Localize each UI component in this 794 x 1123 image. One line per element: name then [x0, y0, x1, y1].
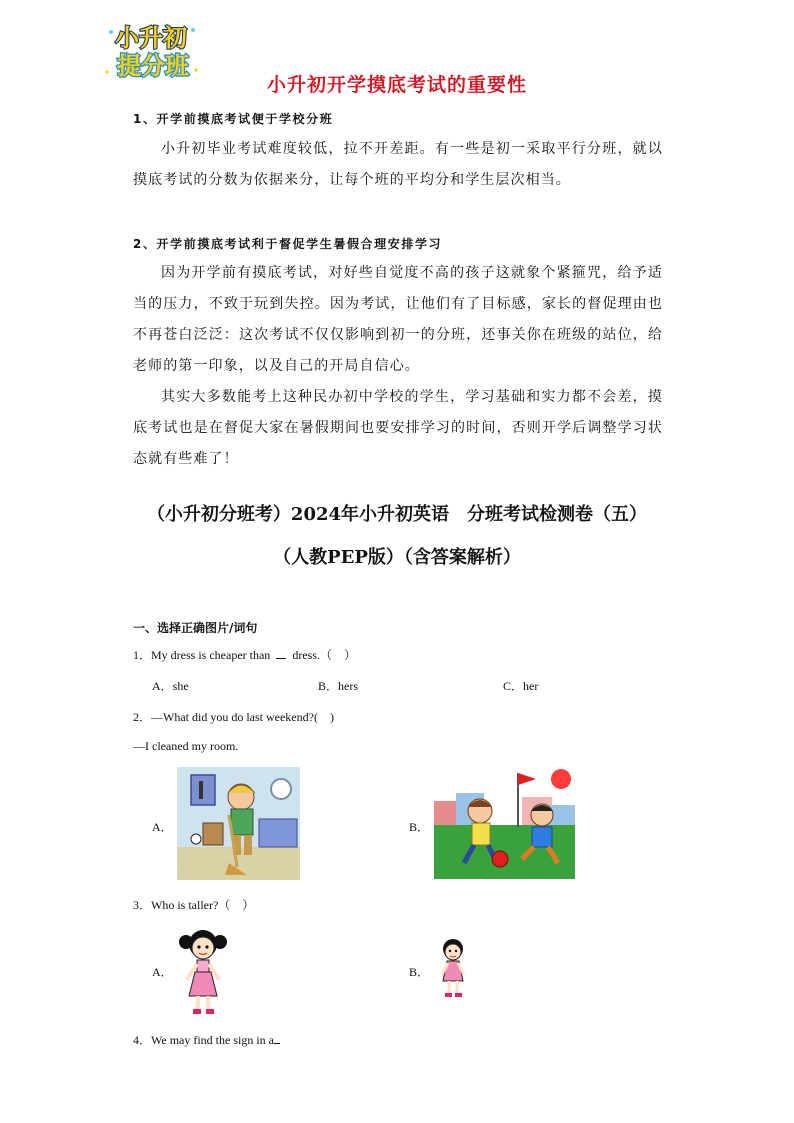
question-3-stem: 3．Who is taller?（ ）: [133, 898, 255, 912]
section-1-paragraph: 小升初毕业考试难度较低，拉不开差距。有一些是初一采取平行分班，就以摸底考试的分数为依据来分，让每个班的平均分和学生层次相当。: [133, 141, 663, 188]
question-3-image-a[interactable]: [177, 926, 229, 1016]
question-3-image-b[interactable]: [437, 937, 469, 1000]
logo-line-2: 提分班: [117, 52, 189, 80]
question-1-stem-a: 1．My dress is cheaper than: [133, 648, 271, 662]
question-4-stem: 4．We may find the sign in a: [133, 1033, 275, 1047]
question-2-option-b-label[interactable]: B．: [409, 820, 430, 834]
part-1-heading: 一、选择正确图片/词句: [133, 621, 258, 635]
question-4: [133, 1031, 280, 1048]
question-2-image-b[interactable]: [434, 767, 575, 879]
answer-blank: [274, 1032, 280, 1044]
question-1-option-a[interactable]: A．she: [152, 679, 189, 693]
section-2-heading: 2、开学前摸底考试利于督促学生暑假合理安排学习: [133, 237, 443, 251]
question-2-option-a-label[interactable]: A．: [152, 820, 173, 834]
intro-title: 小升初开学摸底考试的重要性: [266, 74, 527, 96]
section-1-heading: 1、开学前摸底考试便于学校分班: [133, 112, 334, 126]
question-1-option-b[interactable]: B．hers: [318, 679, 358, 693]
doc-title-line-2: （人教PEP版）（含答案解析）: [273, 547, 521, 568]
question-1: [133, 646, 356, 663]
section-2-paragraph-1: 因为开学前有摸底考试，对好些自觉度不高的孩子这就象个紧箍咒，给予适当的压力，不致于玩到失控。因为考试，让他们有了目标感，家长的督促理由也不再苍白泛泛：这次考试不仅仅影响到初一的分班，还事关你在班级的站位，给老师的第一印象，以及自己的开局自信心。: [133, 265, 663, 374]
question-3-option-a-label[interactable]: A．: [152, 965, 173, 979]
question-1-option-c[interactable]: C．her: [503, 679, 539, 693]
question-2-image-a[interactable]: [177, 767, 300, 880]
question-2-stem: 2．—What did you do last weekend?( ): [133, 710, 334, 724]
question-3-option-b-label[interactable]: B．: [409, 965, 430, 979]
logo-line-1: 小升初: [115, 24, 187, 52]
doc-title-line-1: （小升初分班考）2024年小升初英语 分班考试检测卷（五）: [146, 504, 648, 525]
section-2-paragraph-2: 其实大多数能考上这种民办初中学校的学生，学习基础和实力都不会差，摸底考试也是在督促大家在暑假期间也要安排学习的时间，否则开学后调整学习状态就有些难了！: [133, 389, 663, 467]
answer-blank: [276, 647, 286, 659]
question-2-answer-line: —I cleaned my room.: [133, 739, 239, 753]
question-1-stem-b: dress.（ ）: [292, 648, 356, 662]
